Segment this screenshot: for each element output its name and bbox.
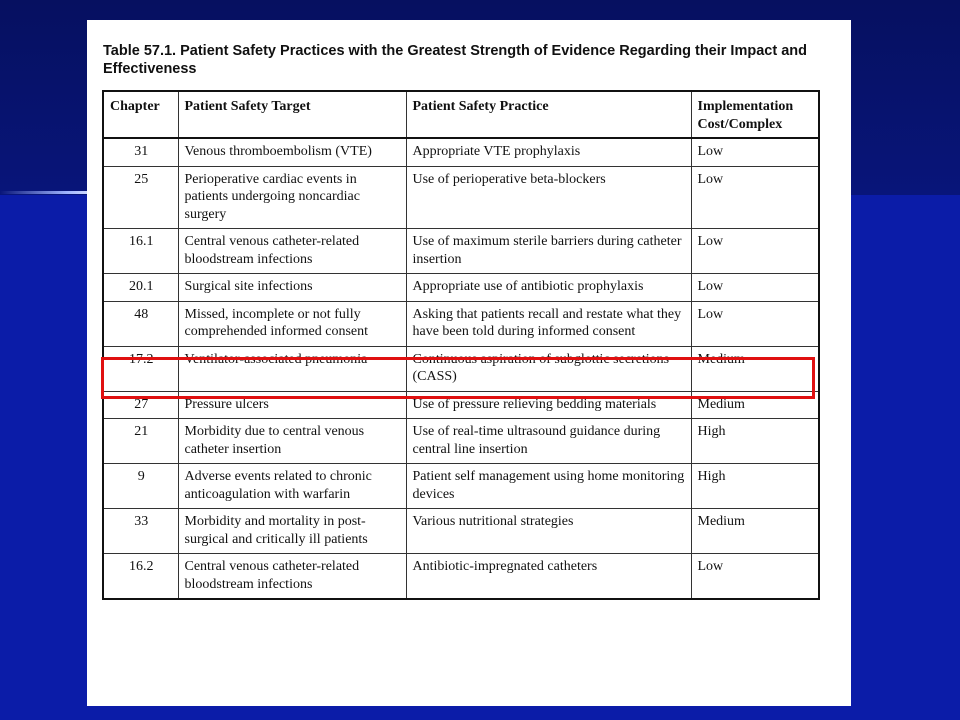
header-row — [103, 91, 819, 138]
cell-target: Pressure ulcers — [178, 391, 406, 419]
cell-cost: Low — [691, 274, 819, 302]
table-header — [103, 91, 819, 138]
table-title: Table 57.1. Patient Safety Practices with the Greatest Strength of Evidence Regarding their Impact and Effectiveness — [103, 43, 807, 77]
cell-cost: Low — [691, 301, 819, 346]
safety-practices-table — [102, 90, 820, 600]
cell-practice: Various nutritional strategies — [406, 509, 691, 554]
cell-chapter: 16.2 — [103, 554, 178, 600]
cell-cost: Low — [691, 229, 819, 274]
table-row — [103, 419, 819, 464]
cell-chapter: 17.2 — [103, 346, 178, 391]
cell-cost: Low — [691, 166, 819, 229]
table-row-highlighted — [103, 346, 819, 391]
cell-practice: Appropriate VTE prophylaxis — [406, 138, 691, 166]
cell-practice: Asking that patients recall and restate what they have been told during informed consent — [406, 301, 691, 346]
cell-practice: Use of real-time ultrasound guidance during central line insertion — [406, 419, 691, 464]
cell-cost: High — [691, 419, 819, 464]
table-row — [103, 464, 819, 509]
column-header-target: Patient Safety Target — [178, 91, 406, 138]
cell-practice: Patient self management using home monitoring devices — [406, 464, 691, 509]
column-header-practice: Patient Safety Practice — [406, 91, 691, 138]
column-header-cost: Implementation Cost/Complex — [691, 91, 819, 138]
table-row — [103, 301, 819, 346]
cell-chapter: 16.1 — [103, 229, 178, 274]
cell-practice: Continuous aspiration of subglottic secretions (CASS) — [406, 346, 691, 391]
column-header-chapter: Chapter — [103, 91, 178, 138]
cell-chapter: 9 — [103, 464, 178, 509]
cell-cost: Medium — [691, 346, 819, 391]
table-row — [103, 229, 819, 274]
cell-cost: Medium — [691, 509, 819, 554]
cell-target: Morbidity due to central venous catheter insertion — [178, 419, 406, 464]
cell-chapter: 33 — [103, 509, 178, 554]
table-row — [103, 509, 819, 554]
cell-target: Ventilator-associated pneumonia — [178, 346, 406, 391]
cell-target: Central venous catheter-related bloodstream infections — [178, 554, 406, 600]
cell-chapter: 20.1 — [103, 274, 178, 302]
cell-target: Missed, incomplete or not fully comprehended informed consent — [178, 301, 406, 346]
cell-chapter: 48 — [103, 301, 178, 346]
cell-cost: Low — [691, 138, 819, 166]
table-row — [103, 274, 819, 302]
cell-chapter: 25 — [103, 166, 178, 229]
document-page — [87, 20, 851, 706]
cell-practice: Use of perioperative beta-blockers — [406, 166, 691, 229]
accent-line — [0, 191, 96, 194]
cell-practice: Appropriate use of antibiotic prophylaxis — [406, 274, 691, 302]
cell-chapter: 31 — [103, 138, 178, 166]
cell-target: Surgical site infections — [178, 274, 406, 302]
cell-chapter: 21 — [103, 419, 178, 464]
cell-target: Central venous catheter-related bloodstream infections — [178, 229, 406, 274]
cell-practice: Use of maximum sterile barriers during catheter insertion — [406, 229, 691, 274]
cell-target: Perioperative cardiac events in patients undergoing noncardiac surgery — [178, 166, 406, 229]
cell-practice: Antibiotic-impregnated catheters — [406, 554, 691, 600]
cell-target: Venous thromboembolism (VTE) — [178, 138, 406, 166]
cell-target: Morbidity and mortality in post-surgical and critically ill patients — [178, 509, 406, 554]
table-row — [103, 554, 819, 600]
cell-chapter: 27 — [103, 391, 178, 419]
cell-target: Adverse events related to chronic anticoagulation with warfarin — [178, 464, 406, 509]
cell-cost: Medium — [691, 391, 819, 419]
cell-cost: Low — [691, 554, 819, 600]
table-body — [103, 138, 819, 599]
table-row — [103, 391, 819, 419]
cell-cost: High — [691, 464, 819, 509]
table-row — [103, 138, 819, 166]
cell-practice: Use of pressure relieving bedding materials — [406, 391, 691, 419]
table-row — [103, 166, 819, 229]
